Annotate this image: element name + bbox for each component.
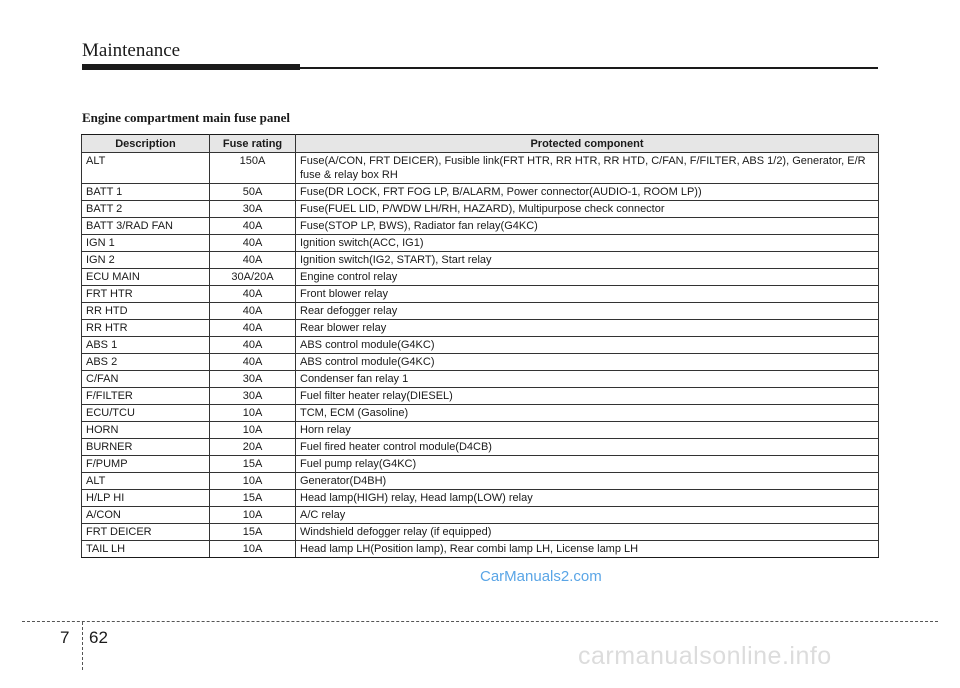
table-row [82, 371, 879, 388]
cell-description: HORN [82, 422, 210, 439]
table-header-row [82, 135, 879, 153]
cell-fuse-rating: 30A/20A [210, 269, 296, 286]
cell-fuse-rating: 40A [210, 235, 296, 252]
cell-protected-component: A/C relay [296, 507, 879, 524]
cell-fuse-rating: 40A [210, 286, 296, 303]
cell-description: H/LP HI [82, 490, 210, 507]
cell-protected-component: Fuse(DR LOCK, FRT FOG LP, B/ALARM, Power connector(AUDIO-1, ROOM LP)) [296, 184, 879, 201]
header-title: Maintenance [82, 40, 181, 61]
table-row [82, 252, 879, 269]
page-number: 62 [89, 628, 108, 647]
cell-description: IGN 1 [82, 235, 210, 252]
cell-description: ECU/TCU [82, 405, 210, 422]
cell-fuse-rating: 50A [210, 184, 296, 201]
header-rule-thin [300, 67, 878, 69]
cell-description: F/PUMP [82, 456, 210, 473]
cell-description: BATT 2 [82, 201, 210, 218]
cell-fuse-rating: 40A [210, 252, 296, 269]
cell-fuse-rating: 15A [210, 524, 296, 541]
cell-description: FRT HTR [82, 286, 210, 303]
table-row [82, 439, 879, 456]
cell-protected-component: Condenser fan relay 1 [296, 371, 879, 388]
header-rule-thick [82, 64, 300, 70]
fuse-table-body [82, 153, 879, 558]
cell-description: IGN 2 [82, 252, 210, 269]
watermark-carmanuals: CarManuals2.com [480, 568, 602, 585]
cell-description: TAIL LH [82, 541, 210, 558]
cell-description: ALT [82, 473, 210, 490]
cell-description: ALT [82, 153, 210, 184]
cell-description: ABS 2 [82, 354, 210, 371]
table-row [82, 541, 879, 558]
watermark-site: carmanualsonline.info [578, 642, 832, 670]
cell-protected-component: Fuel fired heater control module(D4CB) [296, 439, 879, 456]
cell-description: RR HTR [82, 320, 210, 337]
cell-protected-component: Engine control relay [296, 269, 879, 286]
cell-fuse-rating: 40A [210, 337, 296, 354]
cell-fuse-rating: 15A [210, 490, 296, 507]
table-row [82, 184, 879, 201]
table-row [82, 201, 879, 218]
table-row [82, 235, 879, 252]
fuse-table [81, 134, 879, 558]
cell-protected-component: Ignition switch(IG2, START), Start relay [296, 252, 879, 269]
cell-fuse-rating: 10A [210, 422, 296, 439]
cell-protected-component: TCM, ECM (Gasoline) [296, 405, 879, 422]
cell-protected-component: Fuse(A/CON, FRT DEICER), Fusible link(FRT HTR, RR HTR, RR HTD, C/FAN, F/FILTER, ABS 1/2), Generator, E/R fuse & relay box RH [296, 153, 879, 184]
footer-rule [22, 621, 938, 622]
table-row [82, 490, 879, 507]
cell-fuse-rating: 10A [210, 507, 296, 524]
cell-fuse-rating: 10A [210, 405, 296, 422]
cell-fuse-rating: 20A [210, 439, 296, 456]
table-row [82, 388, 879, 405]
cell-protected-component: Horn relay [296, 422, 879, 439]
cell-fuse-rating: 30A [210, 371, 296, 388]
cell-fuse-rating: 40A [210, 303, 296, 320]
cell-description: RR HTD [82, 303, 210, 320]
cell-fuse-rating: 40A [210, 320, 296, 337]
table-row [82, 507, 879, 524]
table-row [82, 473, 879, 490]
table-row [82, 422, 879, 439]
cell-fuse-rating: 30A [210, 201, 296, 218]
chapter-number: 7 [60, 628, 70, 647]
cell-description: ABS 1 [82, 337, 210, 354]
cell-fuse-rating: 15A [210, 456, 296, 473]
cell-fuse-rating: 10A [210, 541, 296, 558]
cell-description: C/FAN [82, 371, 210, 388]
table-row [82, 286, 879, 303]
column-header-protected-component: Protected component [296, 135, 879, 153]
table-row [82, 524, 879, 541]
cell-protected-component: Windshield defogger relay (if equipped) [296, 524, 879, 541]
column-header-description: Description [82, 135, 210, 153]
cell-protected-component: ABS control module(G4KC) [296, 337, 879, 354]
cell-protected-component: Fuel pump relay(G4KC) [296, 456, 879, 473]
cell-description: F/FILTER [82, 388, 210, 405]
cell-protected-component: Fuse(FUEL LID, P/WDW LH/RH, HAZARD), Multipurpose check connector [296, 201, 879, 218]
cell-description: A/CON [82, 507, 210, 524]
cell-protected-component: Ignition switch(ACC, IG1) [296, 235, 879, 252]
cell-description: ECU MAIN [82, 269, 210, 286]
section-title: Engine compartment main fuse panel [82, 110, 290, 125]
cell-description: BURNER [82, 439, 210, 456]
cell-fuse-rating: 40A [210, 218, 296, 235]
table-row [82, 303, 879, 320]
column-header-fuse-rating: Fuse rating [210, 135, 296, 153]
table-row [82, 153, 879, 184]
cell-protected-component: Fuel filter heater relay(DIESEL) [296, 388, 879, 405]
footer-vertical-rule [82, 622, 83, 670]
cell-protected-component: Head lamp LH(Position lamp), Rear combi lamp LH, License lamp LH [296, 541, 879, 558]
table-row [82, 337, 879, 354]
cell-protected-component: Head lamp(HIGH) relay, Head lamp(LOW) relay [296, 490, 879, 507]
table-row [82, 456, 879, 473]
cell-protected-component: Front blower relay [296, 286, 879, 303]
cell-fuse-rating: 10A [210, 473, 296, 490]
cell-protected-component: Rear blower relay [296, 320, 879, 337]
cell-fuse-rating: 40A [210, 354, 296, 371]
table-row [82, 354, 879, 371]
table-row [82, 218, 879, 235]
table-row [82, 320, 879, 337]
cell-fuse-rating: 150A [210, 153, 296, 184]
cell-protected-component: Generator(D4BH) [296, 473, 879, 490]
cell-protected-component: Fuse(STOP LP, BWS), Radiator fan relay(G4KC) [296, 218, 879, 235]
cell-fuse-rating: 30A [210, 388, 296, 405]
cell-description: BATT 1 [82, 184, 210, 201]
table-row [82, 269, 879, 286]
cell-description: BATT 3/RAD FAN [82, 218, 210, 235]
cell-protected-component: Rear defogger relay [296, 303, 879, 320]
cell-protected-component: ABS control module(G4KC) [296, 354, 879, 371]
cell-description: FRT DEICER [82, 524, 210, 541]
table-row [82, 405, 879, 422]
